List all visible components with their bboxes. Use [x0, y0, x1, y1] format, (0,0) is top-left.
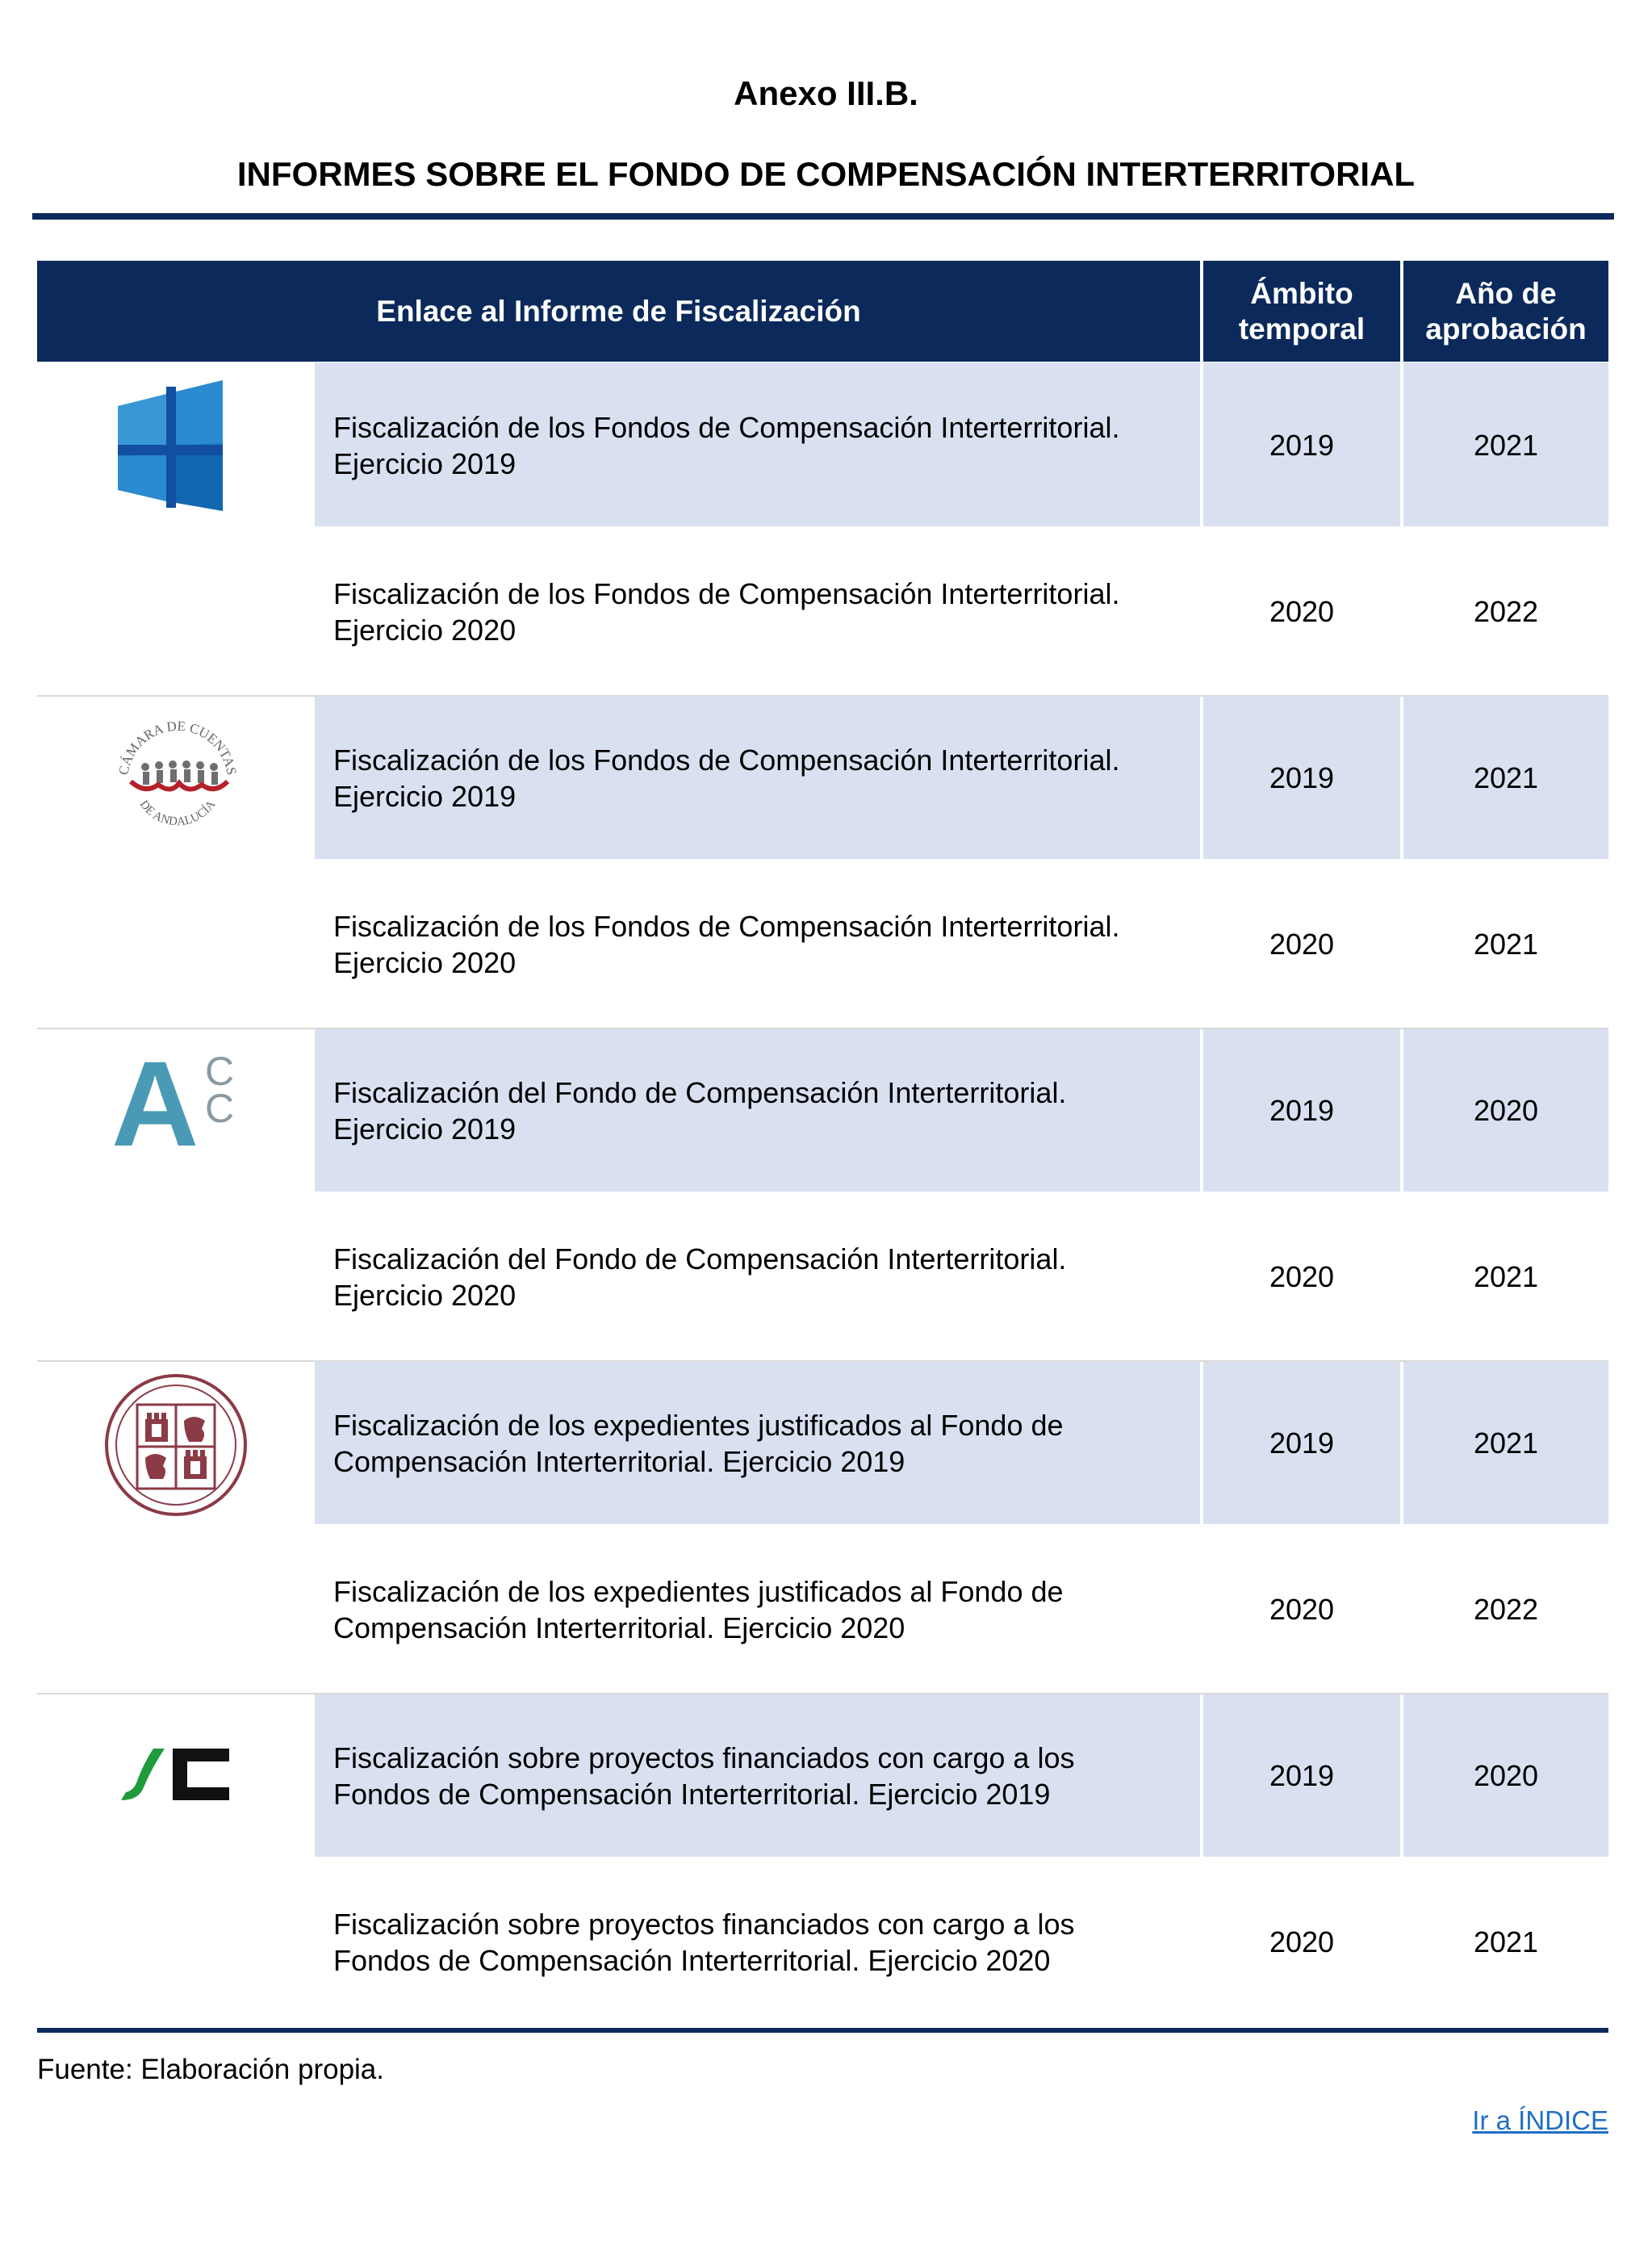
ano-value: 2022 — [1473, 1592, 1539, 1626]
ambito-value: 2019 — [1269, 1758, 1335, 1792]
page-title: INFORMES SOBRE EL FONDO DE COMPENSACIÓN INTERTERRITORIAL — [236, 155, 1416, 193]
report-link[interactable]: Fiscalización de los Fondos de Compensación Interterritorial. Ejercicio 2019 — [333, 743, 1120, 813]
ambito-value: 2020 — [1269, 1925, 1335, 1958]
source-note: Fuente: Elaboración propia. — [37, 2054, 384, 2085]
svg-text:CÁMARA DE CUENTAS: CÁMARA DE CUENTAS — [115, 718, 240, 777]
column-header-ano: Año de aprobación — [1403, 261, 1608, 362]
report-link[interactable]: Fiscalización de los Fondos de Compensación Interterritorial. Ejercicio 2020 — [333, 576, 1120, 647]
blue-window-logo-icon — [113, 375, 230, 517]
table-bottom-rule — [37, 2028, 1608, 2033]
ambito-value: 2019 — [1269, 760, 1335, 794]
title-rule — [32, 213, 1614, 220]
ano-value: 2021 — [1473, 428, 1539, 462]
report-link[interactable]: Fiscalización del Fondo de Compensación Interterritorial. Ejercicio 2020 — [333, 1242, 1067, 1312]
annex-label: Anexo III.B. — [734, 74, 918, 112]
report-link[interactable]: Fiscalización de los Fondos de Compensación Interterritorial. Ejercicio 2019 — [333, 410, 1120, 480]
ano-value: 2021 — [1473, 760, 1539, 794]
report-link[interactable]: Fiscalización del Fondo de Compensación Interterritorial. Ejercicio 2019 — [333, 1075, 1067, 1146]
index-link[interactable]: Ir a ÍNDICE — [1472, 2105, 1608, 2135]
ano-value: 2021 — [1473, 1925, 1539, 1958]
report-link[interactable]: Fiscalización de los expedientes justificados al Fondo de Compensación Interterritorial. Ejercicio 2020 — [333, 1574, 1064, 1644]
camara-cuentas-andalucia-logo-icon — [105, 704, 250, 849]
ambito-value: 2019 — [1269, 1093, 1335, 1127]
ambito-value: 2020 — [1269, 1259, 1335, 1293]
seal-logo-icon — [103, 1372, 249, 1518]
sc-logo-icon — [119, 1744, 232, 1808]
report-link[interactable]: Fiscalización de los expedientes justificados al Fondo de Compensación Interterritorial. Ejercicio 2019 — [333, 1408, 1064, 1478]
ambito-value: 2019 — [1269, 428, 1335, 462]
ambito-value: 2020 — [1269, 927, 1335, 961]
ambito-value: 2020 — [1269, 1592, 1335, 1626]
report-link[interactable]: Fiscalización sobre proyectos financiados con cargo a los Fondos de Compensación Interterritorial. Ejercicio 2019 — [333, 1740, 1075, 1811]
svg-text:DE ANDALUCÍA: DE ANDALUCÍA — [136, 798, 219, 829]
column-header-ambito: Ámbito temporal — [1203, 261, 1400, 362]
column-header-link: Enlace al Informe de Fiscalización — [37, 261, 1200, 362]
report-link[interactable]: Fiscalización de los Fondos de Compensación Interterritorial. Ejercicio 2020 — [333, 909, 1120, 979]
ano-value: 2020 — [1473, 1758, 1539, 1792]
ano-value: 2020 — [1473, 1093, 1539, 1127]
ambito-value: 2019 — [1269, 1426, 1335, 1460]
ano-value: 2021 — [1473, 927, 1539, 961]
ac-logo-icon: A C C — [111, 1036, 235, 1171]
ano-value: 2021 — [1473, 1259, 1539, 1293]
report-link[interactable]: Fiscalización sobre proyectos financiados con cargo a los Fondos de Compensación Interterritorial. Ejercicio 2020 — [333, 1907, 1075, 1977]
ambito-value: 2020 — [1269, 594, 1335, 628]
ano-value: 2022 — [1473, 594, 1539, 628]
ano-value: 2021 — [1473, 1426, 1539, 1460]
